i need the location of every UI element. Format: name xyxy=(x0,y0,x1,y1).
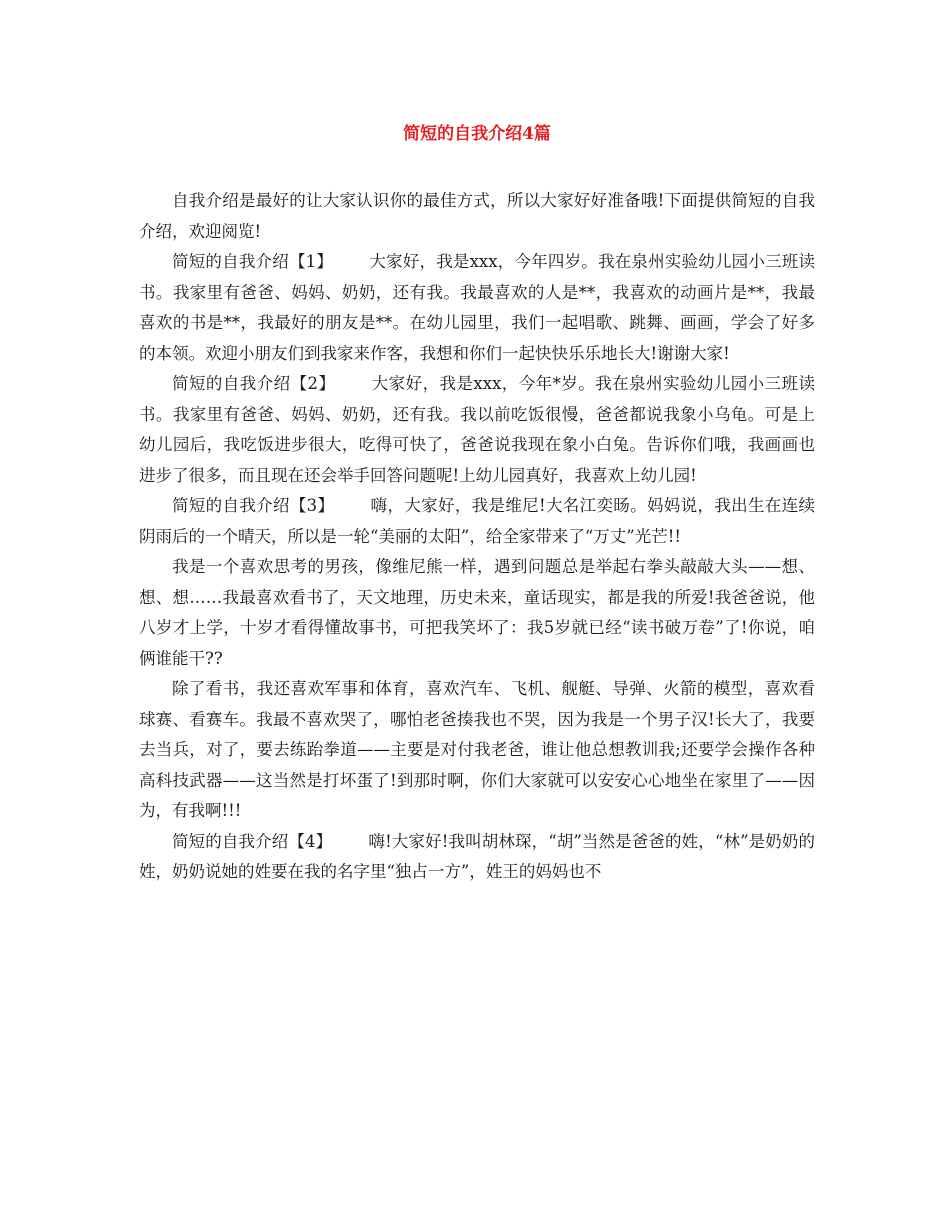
intro-paragraph: 自我介绍是最好的让大家认识你的最佳方式，所以大家好好准备哦!下面提供简短的自我介绍，欢迎阅览! xyxy=(139,191,815,241)
section-3-heading: 简短的自我介绍【3】 xyxy=(172,496,335,515)
section-3-paragraph xyxy=(139,491,815,552)
section-1-heading: 简短的自我介绍【1】 xyxy=(172,252,334,271)
section-3-continuation-2: 除了看书，我还喜欢军事和体育，喜欢汽车、飞机、舰艇、导弹、火箭的模型，喜欢看球赛、看赛车。我最不喜欢哭了，哪怕老爸揍我也不哭，因为我是一个男子汉!长大了，我要去当兵，对了，要去练跆拳道——主要是对付我老爸，谁让他总想教训我;还要学会操作各种高科技武器——这当然是打坏蛋了!到那时啊，你们大家就可以安安心心地坐在家里了——因为，有我啊!!! xyxy=(139,679,815,820)
section-1-text: 大家好，我是xxx，今年四岁。我在泉州实验幼儿园小三班读书。我家里有爸爸、妈妈、奶奶，还有我。我最喜欢的人是**，我喜欢的动画片是**，我最喜欢的书是**，我最好的朋友是**。在幼儿园里，我们一起唱歌、跳舞、画画，学会了好多的本领。欢迎小朋友们到我家来作客，我想和你们一起快快乐乐地长大!谢谢大家! xyxy=(139,252,815,363)
section-2-heading: 简短的自我介绍【2】 xyxy=(172,374,336,393)
section-2-paragraph xyxy=(139,369,815,491)
section-3-text: 嗨，大家好，我是维尼!大名江奕旸。妈妈说，我出生在连续阴雨后的一个晴天，所以是一轮“美丽的太阳”，给全家带来了“万丈”光芒!! xyxy=(139,496,815,546)
section-4-heading: 简短的自我介绍【4】 xyxy=(172,831,333,851)
section-3-continuation-1: 我是一个喜欢思考的男孩，像维尼熊一样，遇到问题总是举起右拳头敲敲大头——想、想、想……我最喜欢看书了，天文地理，历史未来，童话现实，都是我的所爱!我爸爸说，他八岁才上学，十岁才看得懂故事书，可把我笑坏了：我5岁就已经“读书破万卷”了!你说，咱俩谁能干?? xyxy=(139,557,815,668)
section-1-paragraph xyxy=(139,247,815,369)
document-title: 简短的自我介绍4篇 xyxy=(403,124,551,144)
document-body xyxy=(139,186,815,888)
section-4-text: 嗨!大家好!我叫胡林琛，“胡”当然是爸爸的姓，“林”是奶奶的姓，奶奶说她的姓要在我的名字里“独占一方”，姓王的妈妈也不 xyxy=(139,831,815,881)
section-4-paragraph xyxy=(139,827,815,888)
section-2-text: 大家好，我是xxx，今年*岁。我在泉州实验幼儿园小三班读书。我家里有爸爸、妈妈、奶奶，还有我。我以前吃饭很慢，爸爸都说我象小乌龟。可是上幼儿园后，我吃饭进步很大，吃得可快了，爸爸说我现在象小白兔。告诉你们哦，我画画也进步了很多，而且现在还会举手回答问题呢!上幼儿园真好，我喜欢上幼儿园! xyxy=(139,374,815,485)
